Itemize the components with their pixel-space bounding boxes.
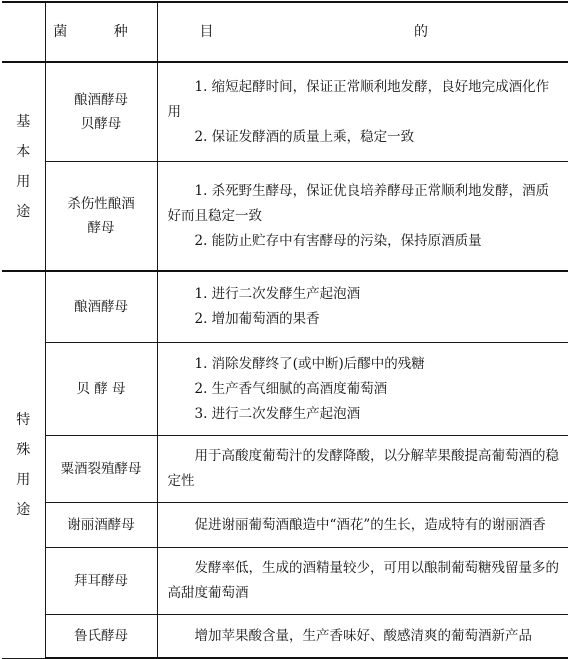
strain-name: 酿酒酵母	[74, 299, 128, 315]
purpose-line: 1. 杀死野生酵母，保证优良培养酵母正常顺利地发酵，酒质好而且稳定一致	[167, 182, 550, 224]
strain-name: 杀伤性酿酒	[67, 196, 135, 212]
category-cell-basic	[2, 62, 45, 271]
purpose-line: 1. 缩短起酵时间，保证正常顺利地发酵，良好地完成酒化作用	[167, 78, 550, 120]
purpose-cell	[157, 615, 568, 659]
strain-cell	[45, 436, 157, 503]
strain-cell	[45, 162, 157, 272]
purpose-cell	[157, 343, 568, 436]
purpose-line: 2. 能防止贮存中有害酵母的污染，保持原酒质量	[194, 232, 482, 249]
header-purpose-label: 目 的	[199, 24, 526, 40]
strain-cell	[45, 503, 157, 548]
table-row	[2, 615, 568, 659]
purpose-line: 2. 生产香气细腻的高酒度葡萄酒	[194, 380, 388, 397]
yeast-purpose-table	[2, 1, 568, 659]
purpose-line: 促进谢丽葡萄酒酿造中“酒花”的生长，造成特有的谢丽酒香	[194, 516, 546, 533]
strain-cell	[45, 343, 157, 436]
strain-cell	[45, 271, 157, 343]
table-row	[2, 271, 568, 343]
strain-name: 酵母	[87, 220, 115, 236]
strain-name: 粟酒裂殖酵母	[60, 461, 142, 477]
strain-cell	[45, 548, 157, 615]
purpose-cell	[157, 162, 568, 272]
purpose-cell	[157, 548, 568, 615]
table-header-row	[2, 2, 568, 62]
strain-cell	[45, 62, 157, 162]
table-row	[2, 436, 568, 503]
table-row	[2, 162, 568, 272]
category-label: 基本用途	[16, 113, 31, 220]
strain-name: 鲁氏酵母	[74, 628, 128, 644]
strain-name: 谢丽酒酵母	[67, 517, 135, 533]
strain-name: 贝 酵 母	[76, 381, 126, 397]
purpose-line: 1. 消除发酵终了(或中断)后醪中的残糖	[194, 355, 425, 372]
strain-name: 拜耳酵母	[74, 573, 128, 589]
header-empty-cell	[2, 2, 45, 62]
purpose-line: 2. 增加葡萄酒的果香	[194, 311, 320, 327]
purpose-line: 1. 进行二次发酵生产起泡酒	[194, 286, 361, 302]
purpose-line: 增加苹果酸含量，生产香味好、酸感清爽的葡萄酒新产品	[194, 627, 532, 644]
purpose-cell	[157, 62, 568, 162]
header-strain-cell	[45, 2, 157, 62]
purpose-line: 2. 保证发酵酒的质量上乘，稳定一致	[194, 128, 415, 145]
purpose-line: 3. 进行二次发酵生产起泡酒	[194, 405, 361, 422]
table-row	[2, 343, 568, 436]
header-strain-label: 菌 种	[53, 24, 149, 40]
purpose-line: 用于高酸度葡萄汁的发酵降酸，以分解苹果酸提高葡萄酒的稳定性	[167, 448, 559, 489]
table-row	[2, 62, 568, 162]
strain-name: 贝酵母	[80, 116, 122, 132]
table-row	[2, 548, 568, 615]
purpose-cell	[157, 271, 568, 343]
table-row	[2, 503, 568, 548]
header-purpose-cell	[157, 2, 568, 62]
strain-cell	[45, 615, 157, 659]
purpose-line: 发酵率低，生成的酒精量较少，可用以酿制葡萄糖残留量多的高甜度葡萄酒	[167, 560, 559, 601]
purpose-cell	[157, 436, 568, 503]
category-cell-special	[2, 271, 45, 658]
purpose-cell	[157, 503, 568, 548]
category-label: 特殊用途	[16, 411, 31, 518]
strain-name: 酿酒酵母	[74, 92, 128, 108]
